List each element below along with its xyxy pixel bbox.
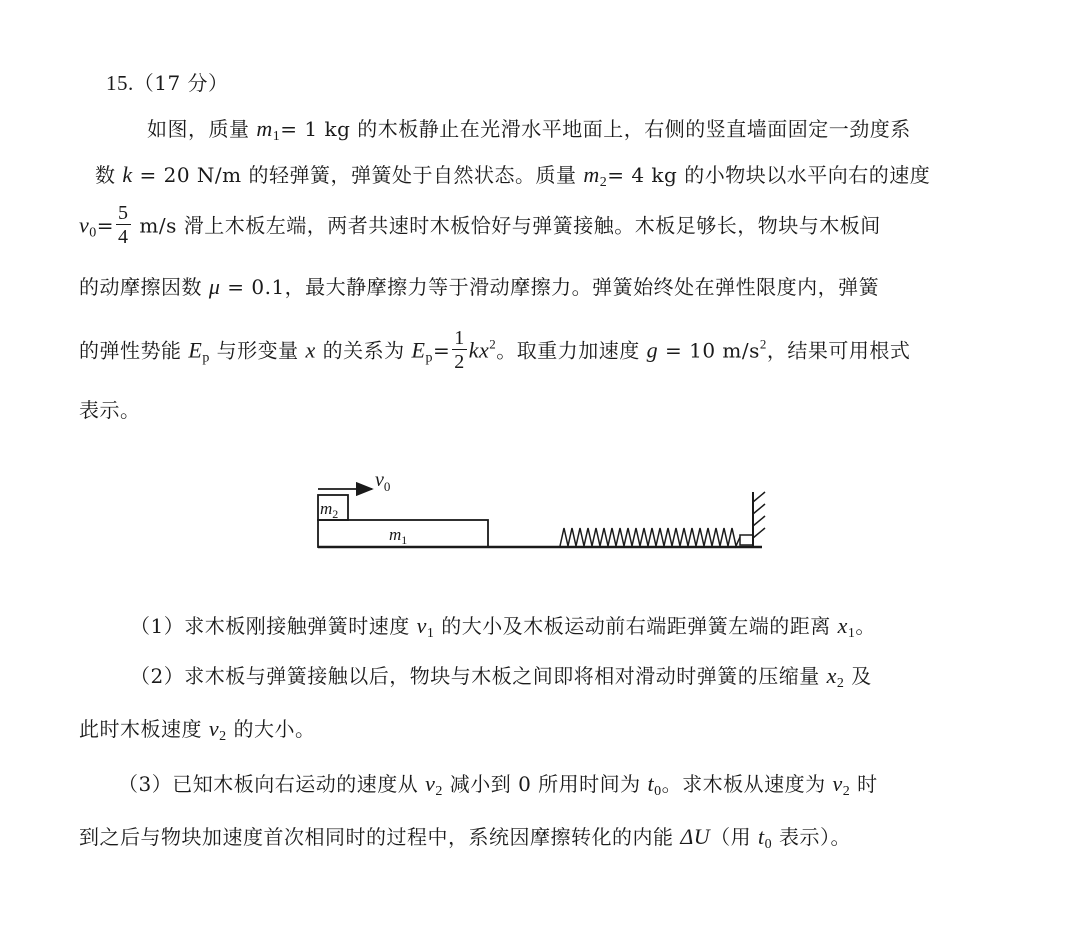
stem-line-4: 的动摩擦因数 μ = 0.1，最大静摩擦力等于滑动摩擦力。弹簧始终处在弹性限度内，弹簧 (79, 274, 880, 299)
part-2-line-1: （2）求木板与弹簧接触以后，物块与木板之间即将相对滑动时弹簧的压缩量 $x_2$ 及 (130, 663, 872, 691)
stem-line-6: 表示。 (79, 398, 141, 422)
velocity-label: $v_0$ (375, 469, 391, 494)
fraction-five-quarters: $\frac{5}{4}$ (118, 202, 129, 248)
question-points: （17 分） (133, 71, 229, 95)
block-label: $m_2$ (320, 499, 339, 521)
part-2-line-2: 此时木板速度 $v_2$ 的大小。 (79, 716, 316, 744)
question-number: 15. (106, 71, 134, 95)
spring (560, 528, 740, 546)
board-label: $m_1$ (389, 525, 408, 547)
spring-mount (740, 535, 753, 545)
stem-line-5: 的弹性势能 $E_p$ 与形变量 x 的关系为 $E_p=$ $\frac{1}{2}$ $kx^2$。取重力加速度 g = 10 $m/s^2$，结果可用根式 (79, 327, 911, 373)
stem-line-2: 数 k = 20 N/m 的轻弹簧，弹簧处于自然状态。质量 $m_2= 4$ kg 的小物块以水平向右的速度 (95, 162, 931, 190)
part-3-line-2: 到之后与物块加速度首次相同时的过程中，系统因摩擦转化的内能 ΔU（用 $t_0$ 表示）。 (79, 824, 852, 852)
part-1: （1）求木板刚接触弹簧时速度 $v_1$ 的大小及木板运动前右端距弹簧左端的距离 $x_1$。 (130, 613, 876, 641)
fraction-one-half: $\frac{1}{2}$ (454, 327, 465, 373)
stem-line-1: 如图，质量 $m_1= 1$ kg 的木板静止在光滑水平地面上，右侧的竖直墙面固定一劲度系 (147, 116, 911, 144)
stem-line-3: $v_0=$ $\frac{5}{4}$ m/s 滑上木板左端，两者共速时木板恰好与弹簧接触。木板足够长，物块与木板间 (79, 202, 881, 248)
part-3-line-1: （3）已知木板向右运动的速度从 $v_2$ 减小到 0 所用时间为 $t_0$。求木板从速度为 $v_2$ 时 (118, 771, 878, 799)
wall-hatch (753, 492, 765, 538)
